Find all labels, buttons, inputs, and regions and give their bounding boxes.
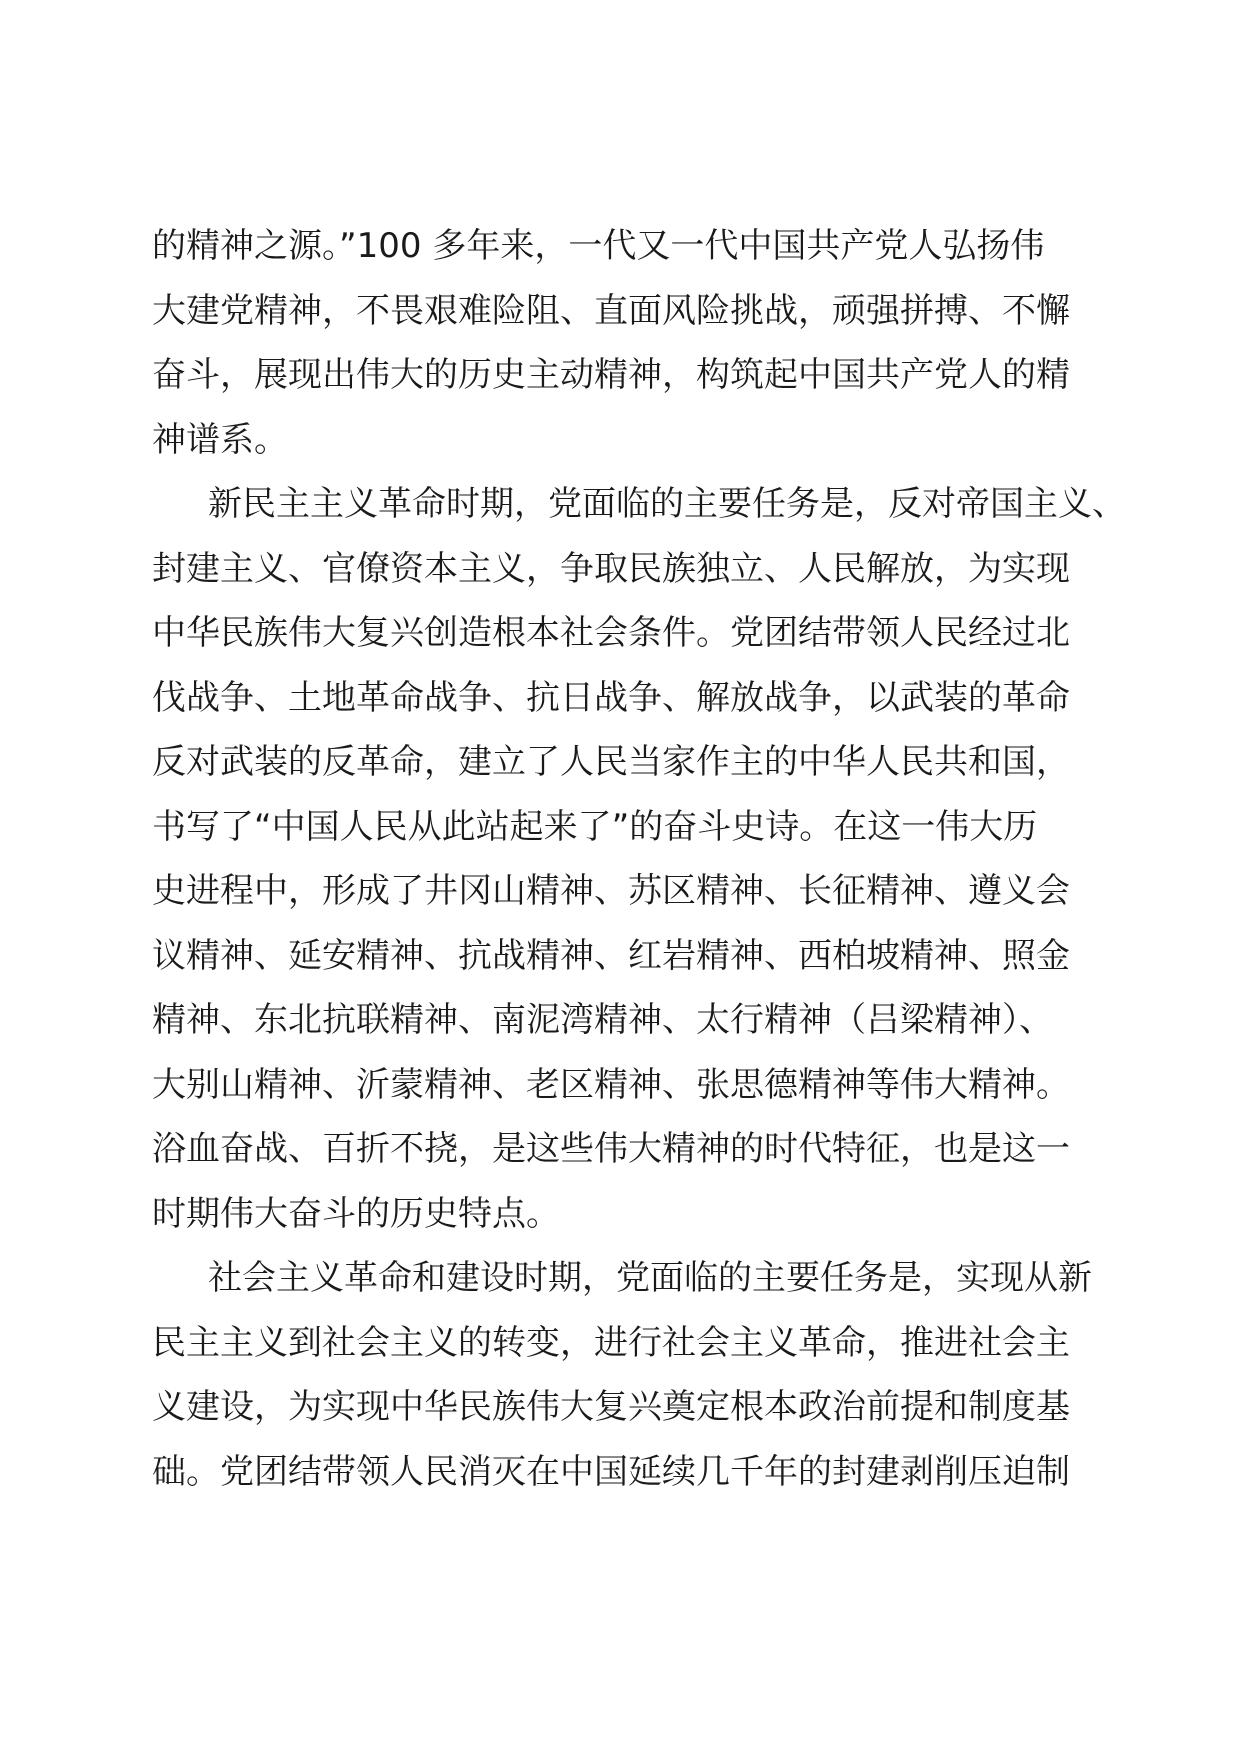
paragraph-2-line-9: 精神、东北抗联精神、南泥湾精神、太行精神（吕梁精神）、 [152,1000,1053,1040]
paragraph-2-line-4: 伐战争、土地革命战争、抗日战争、解放战争，以武装的革命 [152,677,1070,718]
paragraph-3-line-1: 社会主义革命和建设时期，党面临的主要任务是，实现从新 [208,1258,1092,1298]
paragraph-3-line-2: 民主主义到社会主义的转变，进行社会主义革命，推进社会主 [152,1322,1070,1363]
paragraph-2-line-5: 反对武装的反革命，建立了人民当家作主的中华人民共和国， [152,742,1070,782]
paragraph-1-line-3: 奋斗，展现出伟大的历史主动精神，构筑起中国共产党人的精 [152,355,1070,395]
paragraph-2-line-10: 大别山精神、沂蒙精神、老区精神、张思德精神等伟大精神。 [152,1064,1070,1105]
paragraph-2-line-8: 议精神、延安精神、抗战精神、红岩精神、西柏坡精神、照金 [152,935,1070,976]
paragraph-2-line-11: 浴血奋战、百折不挠，是这些伟大精神的时代特征，也是这一 [152,1129,1070,1169]
paragraph-2-line-12: 时期伟大奋斗的历史特点。 [152,1193,560,1234]
paragraph-2-line-1: 新民主主义革命时期，党面临的主要任务是，反对帝国主义、 [208,484,1126,524]
paragraph-2-line-6: 书写了“中国人民从此站起来了”的奋斗史诗。在这一伟大历 [152,806,1038,847]
paragraph-1-line-4: 神谱系。 [152,419,288,460]
paragraph-2-line-7: 史进程中，形成了井冈山精神、苏区精神、长征精神、遵义会 [152,871,1070,911]
paragraph-2-line-3: 中华民族伟大复兴创造根本社会条件。党团结带领人民经过北 [152,613,1070,653]
paragraph-3-line-3: 义建设，为实现中华民族伟大复兴奠定根本政治前提和制度基 [152,1387,1070,1427]
body-text [152,214,1126,1504]
paragraph-1-line-2: 大建党精神，不畏艰难险阻、直面风险挑战，顽强拼搏、不懈 [152,290,1070,331]
paragraph-1-line-1: 的精神之源。”100 多年来，一代又一代中国共产党人弘扬伟 [152,226,1045,266]
paragraph-2-line-2: 封建主义、官僚资本主义，争取民族独立、人民解放，为实现 [152,548,1070,589]
paragraph-3-line-4: 础。党团结带领人民消灭在中国延续几千年的封建剥削压迫制 [152,1451,1070,1492]
